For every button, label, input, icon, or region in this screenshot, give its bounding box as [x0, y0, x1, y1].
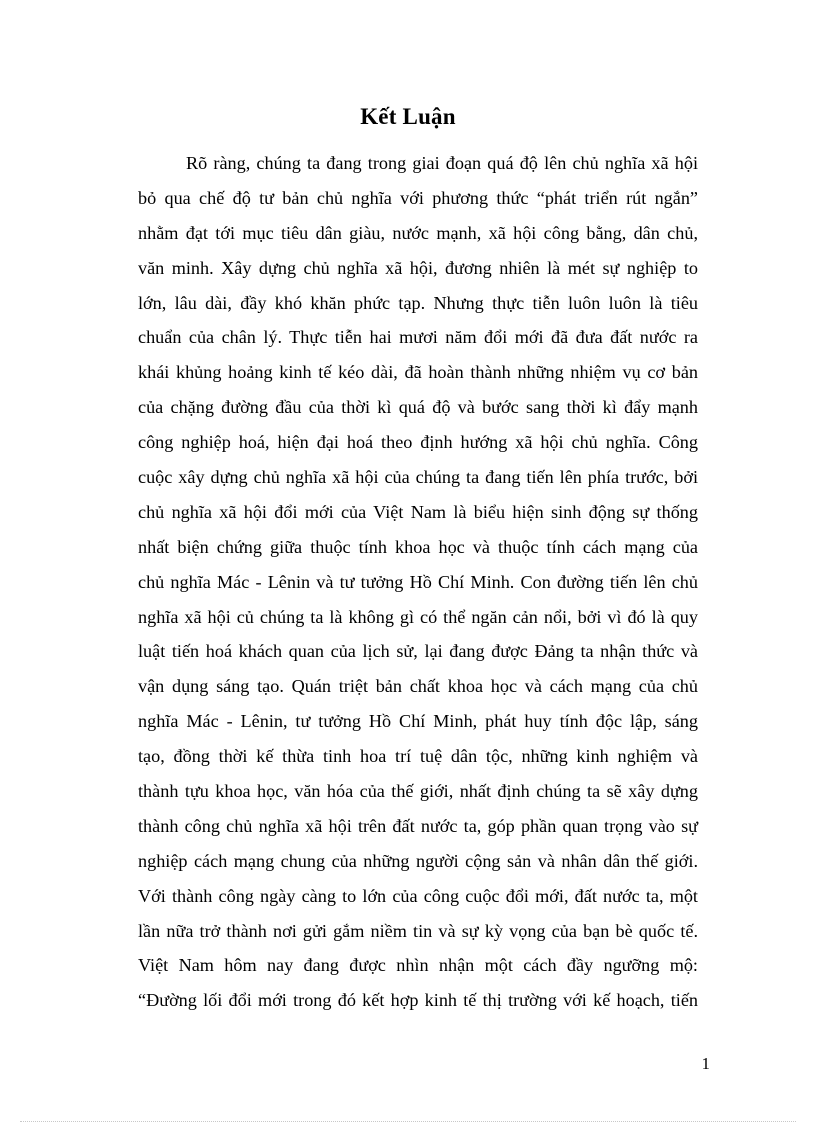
page-title: Kết Luận: [360, 104, 456, 129]
paragraph-line: khái khủng hoảng kinh tế kéo dài, đã hoàn thành những nhiệm vụ cơ bản: [138, 362, 698, 383]
paragraph-line: chủ nghĩa Mác - Lênin và tư tưởng Hồ Chí Minh. Con đường tiến lên chủ: [138, 571, 698, 592]
paragraph-line: Với thành công ngày càng to lớn của công cuộc đổi mới, đất nước ta, một: [138, 885, 698, 906]
paragraph-line: của chặng đường đầu của thời kì quá độ và bước sang thời kì đẩy mạnh: [138, 397, 698, 418]
paragraph-line: thành công chủ nghĩa xã hội trên đất nước ta, góp phần quan trọng vào sự: [138, 815, 698, 836]
paragraph-line: tạo, đồng thời kế thừa tinh hoa trí tuệ dân tộc, những kinh nghiệm và: [138, 746, 698, 767]
paragraph-line: nghĩa xã hội củ chúng ta là không gì có thể ngăn cản nổi, bởi vì đó là quy: [138, 606, 698, 627]
paragraph-line: thành tựu khoa học, văn hóa của thế giới, nhất định chúng ta sẽ xây dựng: [138, 781, 698, 802]
paragraph-line: “Đường lối đổi mới trong đó kết hợp kinh tế thị trường với kế hoạch, tiến: [138, 990, 698, 1011]
paragraph-line: nhất biện chứng giữa thuộc tính khoa học và thuộc tính cách mạng của: [138, 536, 698, 557]
paragraph-line: văn minh. Xây dựng chủ nghĩa xã hội, đương nhiên là mét sự nghiệp to: [138, 257, 698, 278]
paragraph-line: chủ nghĩa xã hội đổi mới của Việt Nam là biểu hiện sinh động sự thống: [138, 501, 698, 522]
body-paragraph: [138, 146, 698, 1018]
page-bottom-divider: [20, 1121, 796, 1122]
paragraph-line: nghiệp cách mạng chung của những người cộng sản và nhân dân thế giới.: [138, 850, 698, 871]
paragraph-line: lớn, lâu dài, đầy khó khăn phức tạp. Nhưng thực tiễn luôn luôn là tiêu: [138, 292, 698, 313]
paragraph-line: vận dụng sáng tạo. Quán triệt bản chất khoa học và cách mạng của chủ: [138, 676, 698, 697]
paragraph-line: bỏ qua chế độ tư bản chủ nghĩa với phương thức “phát triển rút ngắn”: [138, 187, 698, 208]
paragraph-line: Việt Nam hôm nay đang được nhìn nhận một cách đầy ngưỡng mộ:: [138, 955, 698, 976]
paragraph-line: nhằm đạt tới mục tiêu dân giàu, nước mạnh, xã hội công bằng, dân chủ,: [138, 222, 698, 243]
page-number: 1: [701, 1054, 710, 1073]
paragraph-line: cuộc xây dựng chủ nghĩa xã hội của chúng ta đang tiến lên phía trước, bởi: [138, 467, 698, 488]
paragraph-line: chuẩn của chân lý. Thực tiễn hai mươi năm đổi mới đã đưa đất nước ra: [138, 327, 698, 348]
paragraph-line: công nghiệp hoá, hiện đại hoá theo định hướng xã hội chủ nghĩa. Công: [138, 432, 698, 453]
paragraph-line: Rõ ràng, chúng ta đang trong giai đoạn quá độ lên chủ nghĩa xã hội: [186, 153, 698, 173]
paragraph-line: lần nữa trở thành nơi gửi gắm niềm tin và sự kỳ vọng của bạn bè quốc tế.: [138, 920, 698, 941]
paragraph-line: luật tiến hoá khách quan của lịch sử, lại đang được Đảng ta nhận thức và: [138, 641, 698, 662]
paragraph-line: nghĩa Mác - Lênin, tư tưởng Hồ Chí Minh, phát huy tính độc lập, sáng: [138, 711, 698, 732]
